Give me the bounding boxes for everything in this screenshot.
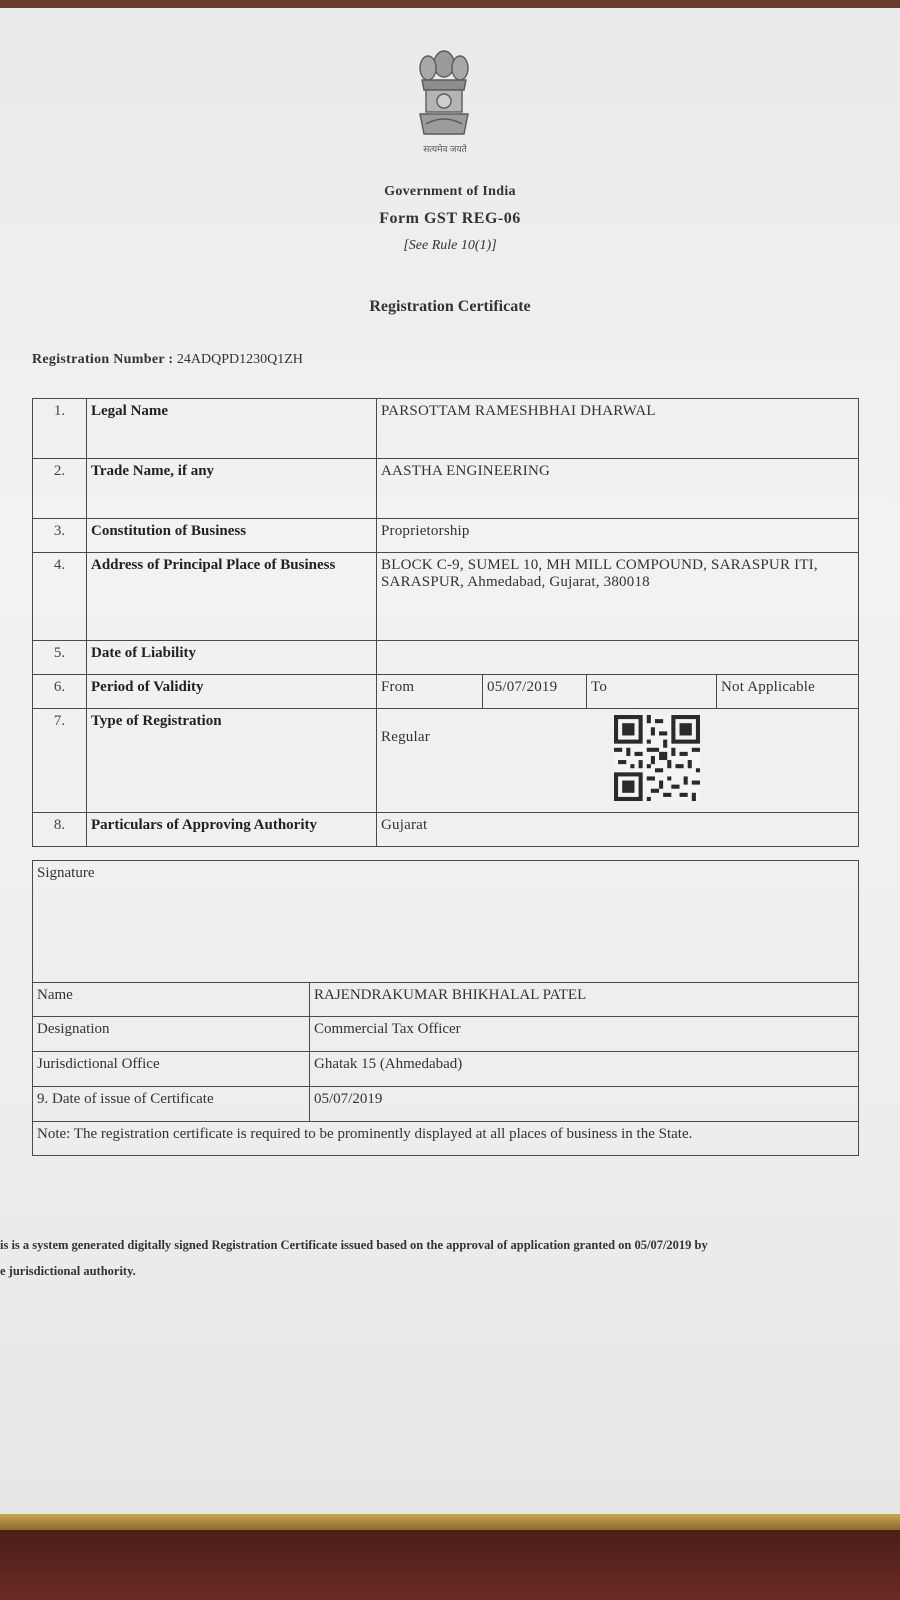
footer-line-1: is is a system generated digitally signed Registration Certificate issued based on the approval of application granted on 05/07/2019 by	[0, 1238, 708, 1252]
row-label: Constitution of Business	[87, 519, 377, 553]
jurisdictional-office-value: Ghatak 15 (Ahmedabad)	[310, 1052, 859, 1087]
table-row	[33, 1122, 859, 1156]
officer-name-value: RAJENDRAKUMAR BHIKHALAL PATEL	[310, 983, 859, 1017]
row-number: 2.	[33, 459, 87, 519]
signature-label: Signature	[33, 861, 859, 983]
table-row	[33, 399, 859, 459]
row-label: Particulars of Approving Authority	[87, 813, 377, 847]
table-row	[33, 1052, 859, 1087]
issue-date-label: 9. Date of issue of Certificate	[33, 1087, 310, 1122]
designation-value: Commercial Tax Officer	[310, 1017, 859, 1052]
constitution-value: Proprietorship	[377, 519, 859, 553]
certificate-title: Registration Certificate	[369, 298, 531, 315]
frame-gold-trim	[0, 1514, 900, 1530]
table-row	[33, 553, 859, 641]
row-label: Date of Liability	[87, 641, 377, 675]
system-generated-footer	[0, 1232, 900, 1284]
signature-table	[32, 860, 859, 1156]
validity-to-label: To	[587, 675, 717, 709]
trade-name-value: AASTHA ENGINEERING	[377, 459, 859, 519]
row-number: 6.	[33, 675, 87, 709]
rule-reference: [See Rule 10(1)]	[403, 238, 497, 253]
row-label: Type of Registration	[87, 709, 377, 813]
registration-number-label: Registration Number :	[32, 352, 174, 367]
table-row	[33, 641, 859, 675]
frame-top-edge	[0, 0, 900, 8]
national-emblem-icon	[412, 44, 476, 140]
table-row	[33, 459, 859, 519]
table-row	[33, 861, 859, 983]
row-label: Trade Name, if any	[87, 459, 377, 519]
table-row	[33, 813, 859, 847]
registration-number-line	[32, 352, 303, 368]
table-row	[33, 983, 859, 1017]
table-row	[33, 519, 859, 553]
address-value: BLOCK C-9, SUMEL 10, MH MILL COMPOUND, SARASPUR ITI, SARASPUR, Ahmedabad, Gujarat, 380018	[377, 553, 859, 641]
certificate-table	[32, 398, 859, 847]
row-number: 4.	[33, 553, 87, 641]
row-number: 1.	[33, 399, 87, 459]
approving-authority-value: Gujarat	[377, 813, 859, 847]
name-label: Name	[33, 983, 310, 1017]
frame-bottom-edge	[0, 1530, 900, 1600]
validity-from-label: From	[377, 675, 483, 709]
table-row	[33, 709, 859, 813]
designation-label: Designation	[33, 1017, 310, 1052]
registration-number-value: 24ADQPD1230Q1ZH	[176, 352, 303, 367]
row-number: 7.	[33, 709, 87, 813]
jurisdictional-office-label: Jurisdictional Office	[33, 1052, 310, 1087]
row-number: 3.	[33, 519, 87, 553]
row-label: Address of Principal Place of Business	[87, 553, 377, 641]
table-row	[33, 1017, 859, 1052]
validity-from-value: 05/07/2019	[483, 675, 587, 709]
footer-line-2: e jurisdictional authority.	[0, 1264, 136, 1278]
row-number: 8.	[33, 813, 87, 847]
table-row	[33, 1087, 859, 1122]
registration-type-cell	[377, 709, 859, 813]
form-heading: Form GST REG-06	[379, 210, 521, 227]
table-row	[33, 675, 859, 709]
legal-name-value: PARSOTTAM RAMESHBHAI DHARWAL	[377, 399, 859, 459]
issue-date-value: 05/07/2019	[310, 1087, 859, 1122]
display-note: Note: The registration certificate is required to be prominently displayed at all places of business in the State.	[33, 1122, 859, 1156]
emblem-motto: सत्यमेव जयते	[423, 144, 467, 154]
validity-to-value: Not Applicable	[717, 675, 859, 709]
qr-code-icon	[614, 715, 700, 801]
row-number: 5.	[33, 641, 87, 675]
date-of-liability-value	[377, 641, 859, 675]
registration-type-value: Regular	[381, 729, 430, 745]
row-label: Legal Name	[87, 399, 377, 459]
government-heading: Government of India	[384, 184, 516, 199]
row-label: Period of Validity	[87, 675, 377, 709]
